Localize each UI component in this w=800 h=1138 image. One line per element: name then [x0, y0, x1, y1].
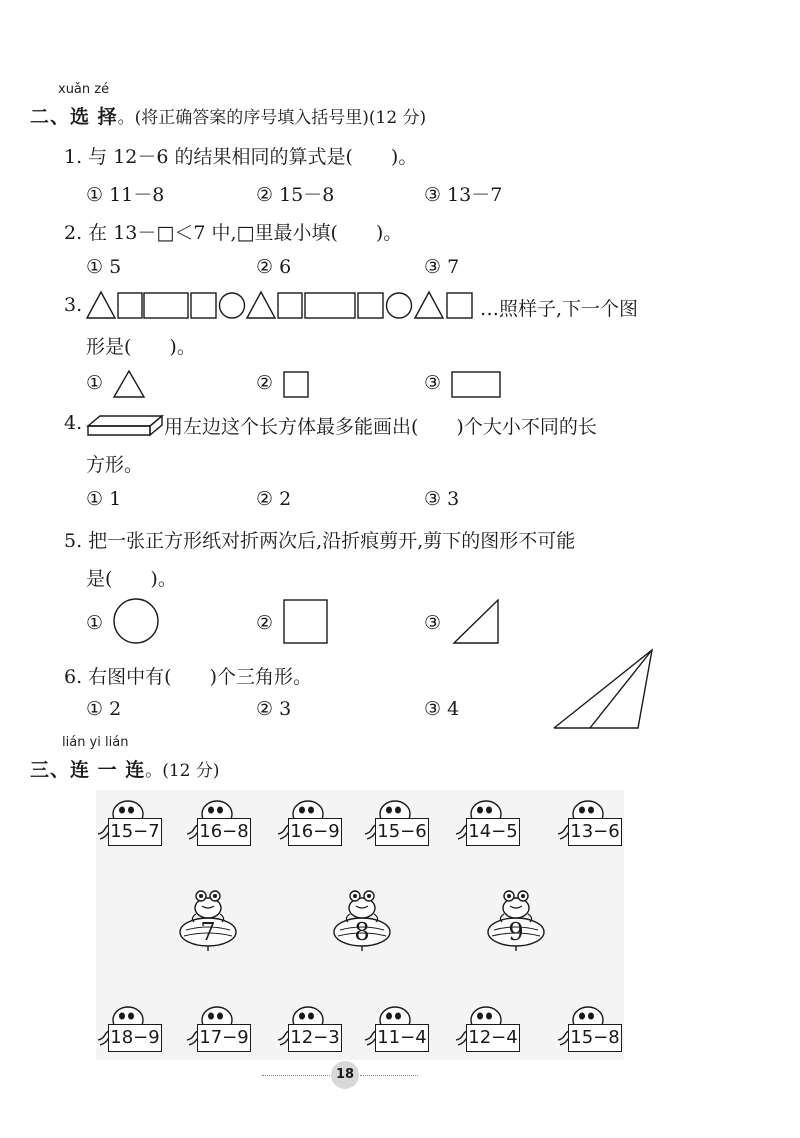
- section2-note: 。(将正确答案的序号填入括号里)(12 分): [117, 108, 427, 128]
- pattern-triangle-icon: [415, 292, 443, 318]
- question-4-number: 4.: [64, 412, 83, 434]
- q6-option-3: ③ 4: [424, 698, 460, 720]
- pattern-rectangle-icon: [305, 293, 355, 318]
- section3-heading: [30, 755, 220, 782]
- q1-option-1: ① 11－8: [86, 184, 165, 206]
- question-3-number: 3.: [64, 294, 83, 316]
- section2-pinyin: xuǎn zé: [58, 82, 110, 97]
- frog-lilypad[interactable]: [176, 884, 240, 952]
- pattern-circle-icon: [220, 293, 245, 318]
- bottom-tadpole[interactable]: [554, 1000, 624, 1060]
- bottom-equation-card: 17−9: [197, 1024, 251, 1052]
- bottom-tadpole[interactable]: [183, 1000, 253, 1060]
- frog-number: 7: [200, 918, 216, 946]
- rectangle-option-icon: [450, 369, 504, 399]
- top-equation-card: 15−7: [108, 818, 162, 846]
- circle-option-icon: [112, 596, 162, 646]
- q4-option-2: ② 2: [256, 488, 292, 510]
- frog-number: 8: [354, 918, 370, 946]
- q3-option-1: ①: [86, 372, 104, 394]
- question-5-text: 5. 把一张正方形纸对折两次后,沿折痕剪开,剪下的图形不可能: [64, 530, 576, 552]
- top-tadpole[interactable]: [183, 794, 253, 854]
- top-equation-card: 13−6: [568, 818, 622, 846]
- bottom-equation-card: 12−3: [288, 1024, 342, 1052]
- top-equation-card: 16−8: [197, 818, 251, 846]
- q1-option-3: ③ 13－7: [424, 184, 503, 206]
- top-equation-card: 14−5: [466, 818, 520, 846]
- question-4-text: 用左边这个长方体最多能画出( )个大小不同的长: [164, 416, 597, 438]
- bottom-tadpole[interactable]: [94, 1000, 164, 1060]
- section2-title: 二、选 择: [30, 106, 118, 128]
- question-2-text: 2. 在 13－□＜7 中,□里最小填( )。: [64, 222, 403, 244]
- bottom-equation-card: 15−8: [568, 1024, 622, 1052]
- bottom-tadpole[interactable]: [452, 1000, 522, 1060]
- frog-lilypad[interactable]: [330, 884, 394, 952]
- footer-dots-right: [360, 1075, 418, 1076]
- q3-option-2: ②: [256, 372, 274, 394]
- section3-note: 。(12 分): [145, 761, 220, 781]
- pattern-square-icon: [358, 293, 383, 318]
- pattern-square-icon: [118, 293, 142, 318]
- pattern-square-icon: [447, 293, 472, 318]
- q1-option-2: ② 15－8: [256, 184, 335, 206]
- q6-option-1: ① 2: [86, 698, 122, 720]
- pattern-square-icon: [278, 293, 302, 318]
- square-option-icon: [282, 369, 312, 399]
- q5-option-1: ①: [86, 612, 104, 634]
- top-tadpole[interactable]: [452, 794, 522, 854]
- triangle-option-icon: [112, 369, 146, 399]
- pattern-triangle-icon: [247, 292, 275, 318]
- top-tadpole[interactable]: [94, 794, 164, 854]
- section2-heading: [30, 102, 426, 129]
- question-4-continued: 方形。: [86, 454, 144, 476]
- pattern-square-icon: [191, 293, 216, 318]
- question-1-text: 1. 与 12－6 的结果相同的算式是( )。: [64, 146, 418, 168]
- question-5-continued: 是( )。: [86, 568, 177, 590]
- frog-number: 9: [508, 918, 524, 946]
- bottom-equation-card: 18−9: [108, 1024, 162, 1052]
- top-tadpole[interactable]: [274, 794, 344, 854]
- q4-option-3: ③ 3: [424, 488, 460, 510]
- bottom-equation-card: 11−4: [375, 1024, 429, 1052]
- q5-option-2: ②: [256, 612, 274, 634]
- q2-option-3: ③ 7: [424, 256, 460, 278]
- page-number: 18: [331, 1061, 359, 1089]
- section3-pinyin: lián yi lián: [62, 735, 129, 750]
- section3-title: 三、连 一 连: [30, 759, 146, 781]
- top-equation-card: 15−6: [375, 818, 429, 846]
- bottom-tadpole[interactable]: [274, 1000, 344, 1060]
- top-tadpole[interactable]: [361, 794, 431, 854]
- footer-dots-left: [262, 1075, 332, 1076]
- frog-lilypad[interactable]: [484, 884, 548, 952]
- q2-option-1: ① 5: [86, 256, 122, 278]
- pattern-circle-icon: [387, 293, 412, 318]
- q3-option-3: ③: [424, 372, 442, 394]
- question-3-continued: 形是( )。: [86, 336, 196, 358]
- square-option-icon: [282, 598, 330, 646]
- question-3-text: …照样子,下一个图: [480, 298, 639, 320]
- q6-option-2: ② 3: [256, 698, 292, 720]
- bottom-tadpole[interactable]: [361, 1000, 431, 1060]
- pattern-rectangle-icon: [144, 293, 188, 318]
- top-equation-card: 16−9: [288, 818, 342, 846]
- pattern-triangle-icon: [87, 292, 115, 318]
- q4-option-1: ① 1: [86, 488, 122, 510]
- q5-option-3: ③: [424, 612, 442, 634]
- right-triangle-option-icon: [452, 598, 502, 646]
- q2-option-2: ② 6: [256, 256, 292, 278]
- shape-pattern-sequence: [86, 290, 478, 320]
- question-6-text: 6. 右图中有( )个三角形。: [64, 666, 312, 688]
- bottom-equation-card: 12−4: [466, 1024, 520, 1052]
- top-tadpole[interactable]: [554, 794, 624, 854]
- triangle-figure: [550, 644, 660, 734]
- cuboid-icon: [86, 412, 166, 438]
